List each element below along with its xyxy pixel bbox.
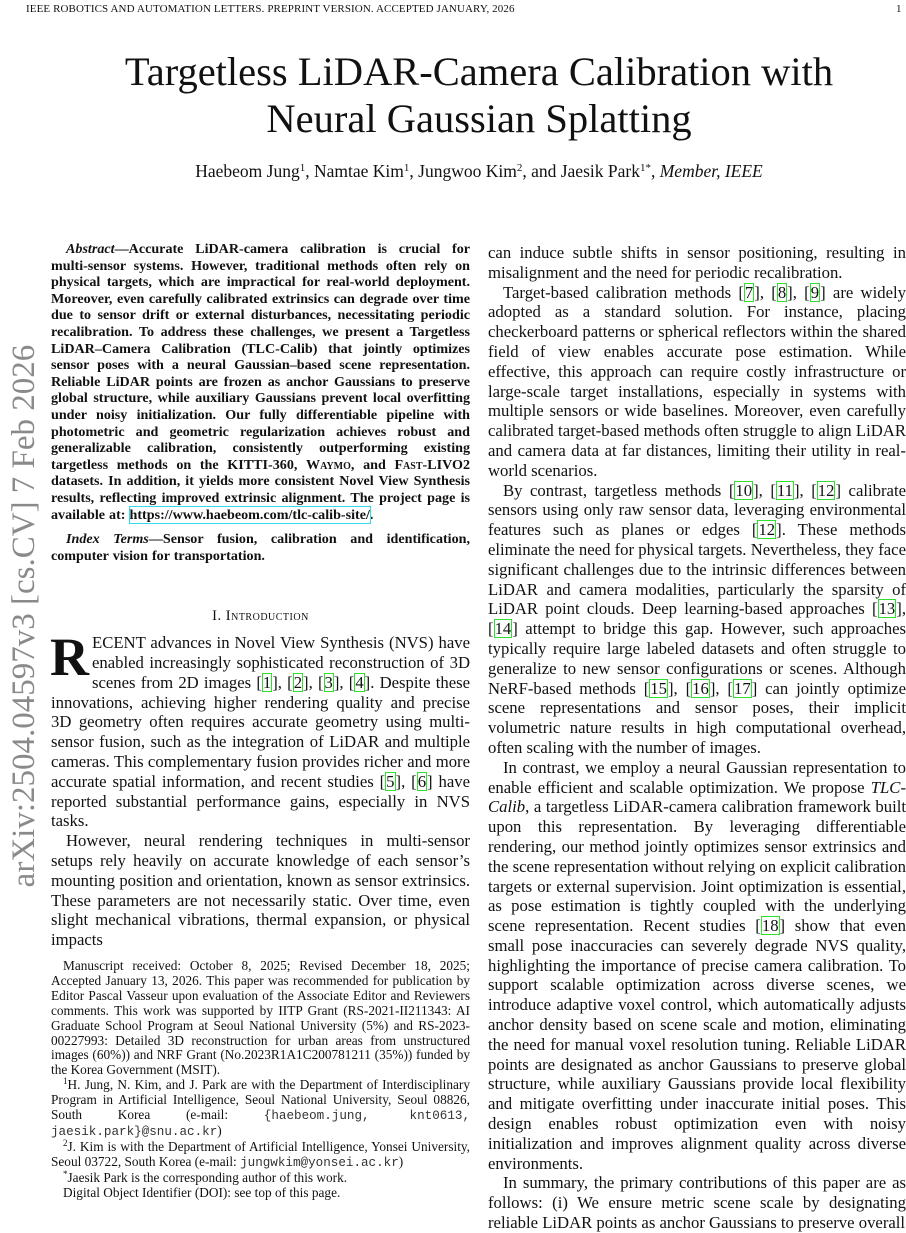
paragraph-text: ], [ <box>753 480 776 500</box>
paragraph-text: ECENT advances in Novel View Synthesis (NVS) have enabled increasingly sophisticated reconstruction of 3D scenes from 2D images [ <box>92 633 470 692</box>
paragraph-text: ] calibrate sensors using only raw sensor data, leveraging environmental features such as planes or edges [ <box>488 480 906 540</box>
running-head: IEEE ROBOTICS AND AUTOMATION LETTERS. PREPRINT VERSION. ACCEPTED JANUARY, 2026 <box>26 3 515 15</box>
abstract-text: Accurate LiDAR-camera calibration is crucial for multi-sensor systems. However, traditional methods often rely on physical targets, which are impractical for real-world deployment. Moreover, even carefully calibrated extrinsics can degrade over time due to sensor drift or external disturbances, necessitating periodic recalibration. To address these challenges, we present a Targetless LiDAR–Camera Calibration (TLC-Calib) that jointly optimizes sensor poses with a neural Gaussian–based scene representation. Reliable LiDAR points are frozen as anchor Gaussians to preserve global structure, while auxiliary Gaussians prevent local overfitting under noisy initialization. Our fully differentiable pipeline with photometric and geometric regularization achieves robust and generalizable calibration, consistently outperforming existing targetless methods on the KITTI-360, <box>51 241 470 473</box>
footnote-doi: Digital Object Identifier (DOI): see top of this page. <box>63 1184 341 1200</box>
intro-paragraph-1 <box>50 627 471 831</box>
abstract <box>51 241 470 523</box>
paragraph-text: ]. Despite these innovations, achieving higher rendering quality and precise 3D geometry often requires accurate geometry using multi-sensor fusion, such as the integration of LiDAR and multiple cameras. This complementary fusion provides richer and more accurate spatial information, and recent studies [ <box>51 672 471 791</box>
paragraph-text: ], [ <box>395 771 417 791</box>
footnote-mark: * <box>63 1168 68 1179</box>
dash: — <box>114 241 129 257</box>
email-address[interactable]: {haebeom.jung, knt0613, jaesik.park}@snu.ac.kr <box>51 1109 471 1139</box>
drop-cap: R <box>50 627 89 688</box>
author-list <box>0 160 906 182</box>
citation-link[interactable]: 10 <box>735 480 753 500</box>
intro-paragraph-6 <box>488 1173 906 1232</box>
affiliation-mark: 1* <box>639 162 651 174</box>
footnote-text: ) <box>398 1153 404 1169</box>
paragraph-text: ], [ <box>272 672 293 692</box>
paragraph-text: ], [ <box>787 282 810 302</box>
paragraph-text: Target-based calibration methods [ <box>503 282 744 302</box>
member-designation: Member, IEEE <box>659 161 763 181</box>
paragraph-text: In contrast, we employ a neural Gaussian representation to enable efficient and scalable optimization. We propose <box>488 757 906 797</box>
footnote-mark: 2 <box>63 1137 68 1148</box>
citation-link[interactable]: 3 <box>324 672 333 692</box>
citation-link[interactable]: 6 <box>417 771 427 791</box>
footnote-text: Jaesik Park is the corresponding author of this work. <box>67 1169 348 1185</box>
paragraph-text: ], [ <box>793 480 817 500</box>
citation-link[interactable]: 5 <box>386 771 395 791</box>
index-terms <box>51 531 470 564</box>
left-column <box>51 241 470 950</box>
affiliation-mark: 1 <box>403 162 410 174</box>
dataset-name: Fast-LIVO2 <box>394 456 470 473</box>
citation-link[interactable]: 18 <box>761 916 779 936</box>
paragraph-text: ]. These methods eliminate the need for physical targets. Nevertheless, they face significant challenges due to the intrinsic differences between LiDAR and camera modalities, particularly the sparsity of LiDAR point clouds. Deep learning-based approaches [ <box>488 520 906 619</box>
paragraph-text: ] show that even small pose inaccuracies can severely degrade NVS quality, highlighting the importance of precise camera calibration. To support scalable optimization across diverse scenes, we introduce adaptive voxel control, which automatically adjusts anchor density based on scene scale and motion, eliminating the need for manual voxel resolution tuning. Reliable LiDAR points are designated as anchor Gaussians to preserve global structure, while auxiliary Gaussians provide local flexibility and mitigate overfitting under inaccurate initial poses. This design enables robust optimization even with noisy initialization and improves alignment quality across diverse environments. <box>488 916 906 1173</box>
footnote-affiliation-2 <box>51 1137 470 1171</box>
author-name: Namtae Kim <box>313 161 404 181</box>
intro-paragraph-2 <box>51 831 470 950</box>
footnote-affiliation-1 <box>51 1078 470 1140</box>
dataset-name: Waymo <box>306 456 351 473</box>
paragraph-text: ] attempt to bridge this gap. However, such approaches typically require large labeled datasets and often struggle to generalize to new sensor configurations or scenes. Although NeRF-based methods [ <box>488 619 906 698</box>
paper-title <box>0 48 906 142</box>
paragraph-text: ], [ <box>333 672 355 692</box>
dash: — <box>148 531 163 548</box>
page-number: 1 <box>896 3 902 15</box>
footnote-mark: 1 <box>63 1076 68 1087</box>
index-terms-text: Sensor fusion, calibration and identification, computer vision for transportation. <box>51 531 471 564</box>
paragraph-text: By contrast, targetless methods [ <box>503 480 735 500</box>
affiliation-mark: 2 <box>516 162 523 174</box>
paragraph-text: , a targetless LiDAR-camera calibration framework built upon this representation. By leveraging differentiable rendering, our method jointly optimizes sensor extrinsics and the scene representation without relying on explicit calibration targets or external supervision. Joint optimization is essential, as pose estimation is tightly coupled with the underlying scene representation. Recent studies [ <box>488 797 906 936</box>
citation-link[interactable]: 12 <box>817 480 835 500</box>
paragraph-text: In summary, the primary contributions of this paper are as follows: (i) We ensure metric scene scale by designating reliable LiDAR points as anchor Gaussians to preserve overall <box>488 1173 906 1233</box>
citation-link[interactable]: 13 <box>878 599 896 619</box>
citation-link[interactable]: 8 <box>777 282 787 302</box>
paragraph-text: can induce subtle shifts in sensor positioning, resulting in misalignment and the need for periodic recalibration. <box>488 243 906 282</box>
paragraph-text: ], [ <box>709 678 733 698</box>
index-terms-label: Index Terms <box>66 531 149 548</box>
citation-link[interactable]: 16 <box>692 678 709 698</box>
citation-link[interactable]: 2 <box>293 672 303 692</box>
email-address[interactable]: jungwkim@yonsei.ac.kr <box>240 1155 399 1170</box>
separator: , <box>305 161 314 181</box>
citation-link[interactable]: 4 <box>355 672 364 692</box>
section-title: Introduction <box>225 608 309 625</box>
title-line-2: Neural Gaussian Splatting <box>266 96 692 141</box>
right-column <box>488 243 906 1233</box>
section-number: I. <box>212 608 222 625</box>
footnote-text: ) <box>217 1122 222 1138</box>
citation-link[interactable]: 17 <box>734 678 751 698</box>
intro-paragraph-5 <box>488 758 906 1174</box>
citation-link[interactable]: 15 <box>650 678 667 698</box>
intro-paragraph-3 <box>488 283 906 481</box>
abstract-label: Abstract <box>66 241 115 257</box>
separator: , and <box>522 161 561 181</box>
paragraph-text: ] are widely adopted as a standard solution. For instance, placing checkerboard patterns or spherical reflectors within the shared field of view enables accurate pose estimation. While effective, this approach can require costly infrastructure or large-scale target installations, especially in systems with multiple sensors or wide baselines. Moreover, even carefully calibrated target-based methods often struggle to align LiDAR and camera data at far distances, limiting their utility in real-world scenarios. <box>488 282 906 480</box>
separator: , <box>650 161 660 181</box>
citation-link[interactable]: 12 <box>758 520 776 540</box>
citation-link[interactable]: 14 <box>494 619 512 639</box>
paragraph-text: ], [ <box>303 672 324 692</box>
citation-link[interactable]: 7 <box>744 282 754 302</box>
footnote-text: H. Jung, N. Kim, and J. Park are with the Department of Interdisciplinary Program in Artificial Intelligence, Seoul National University, Seoul 08826, South Korea (e-mail: <box>51 1077 470 1123</box>
author-name: Jungwoo Kim <box>418 161 517 181</box>
footnotes <box>51 959 470 1201</box>
method-name: TLC-Calib <box>488 777 906 817</box>
affiliation-mark: 1 <box>299 162 306 174</box>
author-name: Haebeom Jung <box>195 161 300 181</box>
abstract-text: datasets. In addition, it yields more consistent Novel View Synthesis results, reflecting improved extrinsic alignment. The project page is available at: <box>51 473 470 523</box>
title-line-1: Targetless LiDAR-Camera Calibration with <box>124 49 834 94</box>
separator: , <box>409 161 419 181</box>
intro-paragraph-4 <box>488 481 906 758</box>
footnote-text: J. Kim is with the Department of Artificial Intelligence, Yonsei University, Seoul 03722, South Korea (e-mail: <box>51 1138 470 1169</box>
period: . <box>369 506 374 523</box>
citation-link[interactable]: 1 <box>262 672 272 692</box>
paragraph-text: ] can jointly optimize scene representations and sensor poses, their implicit volumetric nature results in high computational overhead, often scaling with the number of images. <box>488 678 906 757</box>
paragraph-text: ] have reported substantial performance gains, especially in NVS tasks. <box>51 771 470 831</box>
author-name: Jaesik Park <box>560 161 640 181</box>
project-page-link[interactable]: https://www.haebeom.com/tlc-calib-site/ <box>129 506 370 523</box>
footnote-manuscript: Manuscript received: October 8, 2025; Revised December 18, 2025; Accepted January 13, 2026. This paper was recommended for publication by Editor Pascal Vasseur upon evaluation of the Associate Editor and Reviewers comments. This work was supported by IITP Grant (RS-2021-II211343: AI Graduate School Program at Seoul National University (5%) and RS-2023-00227993: Detailed 3D reconstruction for urban areas from unstructured images (60%)) and NRF Grant (No.2023R1A1C200781211 (35%)) funded by the Korea Government (MSIT). <box>51 958 470 1078</box>
citation-link[interactable]: 11 <box>776 480 793 500</box>
citation-link[interactable]: 9 <box>810 282 820 302</box>
paragraph-text: However, neural rendering techniques in multi-sensor setups rely heavily on accurate knowledge of each sensor’s mounting position and orientation, known as sensor extrinsics. These parameters are not necessarily static. Over time, even slight mechanical vibrations, thermal expansion, or physical impacts <box>51 831 470 950</box>
footnote-corresponding <box>51 1168 470 1186</box>
abstract-text: , and <box>350 456 395 473</box>
paragraph-text: ], [ <box>754 282 777 302</box>
section-heading-introduction <box>51 608 470 625</box>
intro-paragraph-2-continued <box>488 243 906 283</box>
paragraph-text: ], [ <box>667 678 692 698</box>
arxiv-stamp: arXiv:2504.04597v3 [cs.CV] 7 Feb 2026 <box>6 344 42 888</box>
paragraph-text: ], [ <box>488 599 906 639</box>
